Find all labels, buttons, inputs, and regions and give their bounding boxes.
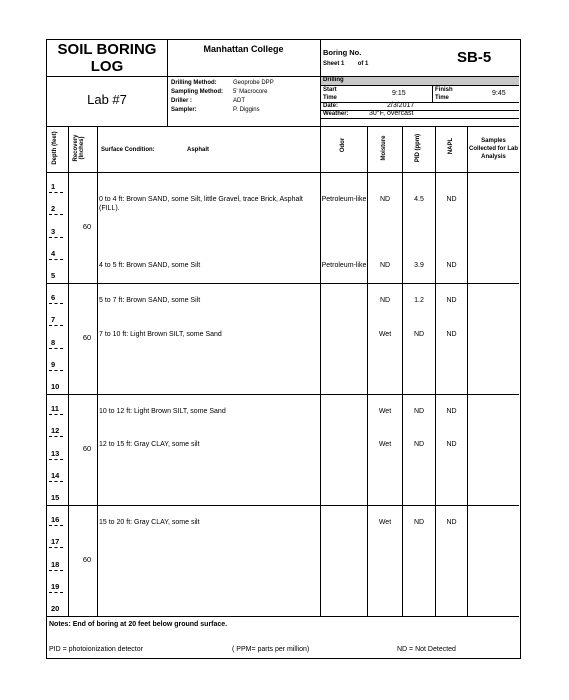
pid-header: PID (ppm): [415, 133, 421, 163]
depth-tick: [49, 525, 63, 526]
odor-header: Odor: [340, 137, 346, 153]
depth-label: 15: [51, 493, 60, 502]
soil-description: 12 to 15 ft: Gray CLAY, some silt: [99, 441, 200, 448]
depth-tick: [49, 414, 63, 415]
napl-value: ND: [446, 196, 457, 203]
depth-tick: [49, 303, 63, 304]
soil-description: 0 to 4 ft: Brown SAND, some Silt, little Gravel, trace Brick, Asphalt (FILL).: [99, 196, 303, 212]
napl-value: ND: [446, 408, 457, 415]
pid-value: 3.9: [414, 262, 424, 269]
pid-value: ND: [413, 331, 425, 338]
log-title: SOIL BORING LOG: [57, 41, 157, 75]
drilling-bar: [321, 77, 519, 85]
boring-no-label: Boring No.: [323, 48, 362, 57]
depth-label: 4: [51, 248, 56, 258]
depth-tick: [49, 192, 63, 193]
drill-hline-4: [320, 118, 519, 119]
recovery-value: 60: [82, 444, 92, 453]
sheet-info: Sheet 1 of 1: [323, 61, 369, 67]
finish-time: 9:45: [492, 90, 506, 97]
napl-value: ND: [446, 519, 457, 526]
soil-description: 5 to 7 ft: Brown SAND, some Silt: [99, 297, 201, 304]
moisture-value: ND: [379, 262, 391, 269]
pid-value: ND: [413, 441, 425, 448]
org-name: Manhattan College: [203, 44, 284, 54]
odor-value: Petroleum-like: [321, 262, 367, 269]
recovery-header: Recovery (Inches): [73, 134, 85, 162]
col-line-depth: [68, 126, 69, 616]
depth-tick: [49, 325, 63, 326]
recovery-value: 60: [82, 555, 92, 564]
depth-tick: [49, 459, 63, 460]
napl-value: ND: [446, 331, 457, 338]
depth-label: 7: [51, 315, 56, 325]
notes-text: Notes: End of boring at 20 feet below ground surface.: [49, 621, 228, 628]
pid-value: 1.2: [414, 297, 424, 304]
depth-tick: [49, 348, 63, 349]
notes-divider: [47, 616, 519, 617]
depth-label: 9: [51, 359, 56, 369]
surface-condition-label: Surface Condition:: [101, 147, 155, 153]
col-line-napl: [467, 126, 468, 616]
depth-label: 12: [51, 426, 60, 436]
depth-tick: [49, 592, 63, 593]
depth-label: 20: [51, 604, 60, 613]
drill-hline-1: [320, 85, 519, 86]
depth-label: 8: [51, 337, 56, 347]
depth-label: 17: [51, 537, 60, 547]
moisture-value: ND: [379, 196, 391, 203]
depth-label: 5: [51, 271, 56, 280]
moisture-value: Wet: [378, 441, 392, 448]
samples-header: Samples Collected for Lab Analysis: [468, 138, 518, 160]
depth-label: 3: [51, 226, 56, 236]
pid-value: ND: [413, 519, 425, 526]
moisture-value: ND: [379, 297, 391, 304]
depth-tick: [49, 214, 63, 215]
depth-label: 16: [51, 515, 60, 525]
depth-label: 14: [51, 470, 60, 480]
interval-divider-3: [47, 505, 519, 506]
moisture-value: Wet: [378, 408, 392, 415]
depth-tick: [49, 370, 63, 371]
depth-label: 18: [51, 559, 60, 569]
depth-tick: [49, 547, 63, 548]
napl-header: NAPL: [448, 137, 454, 155]
header-divider-2: [47, 126, 519, 127]
depth-label: 19: [51, 581, 60, 591]
depth-label: 2: [51, 204, 56, 214]
start-time-label: Start Time: [323, 87, 337, 101]
napl-value: ND: [446, 297, 457, 304]
soil-description: 7 to 10 ft: Light Brown SILT, some Sand: [99, 331, 222, 338]
depth-tick: [49, 481, 63, 482]
interval-divider-2: [47, 394, 519, 395]
soil-description: 15 to 20 ft: Gray CLAY, some silt: [99, 519, 200, 526]
weather-value: 30°F, overcast: [369, 110, 414, 117]
depth-tick: [49, 436, 63, 437]
nd-definition: ND = Not Detected: [397, 646, 456, 653]
drill-vline: [432, 85, 433, 102]
depth-label: 11: [51, 404, 59, 414]
soil-boring-log-sheet: [46, 39, 521, 659]
pid-value: ND: [413, 408, 425, 415]
depth-label: 1: [51, 182, 56, 192]
depth-tick: [49, 259, 63, 260]
drill-hline-2: [320, 102, 519, 103]
depth-header: Depth (feet): [52, 131, 58, 165]
napl-value: ND: [446, 441, 457, 448]
soil-description: 10 to 12 ft: Light Brown SILT, some Sand: [99, 408, 226, 415]
ppm-definition: ( PPM= parts per million): [232, 646, 310, 653]
depth-tick: [49, 237, 63, 238]
moisture-header: Moisture: [381, 135, 387, 161]
start-time: 9:15: [392, 90, 406, 97]
method-values: Geoprobe DPP 5' Macrocore ADT P. Diggins: [233, 80, 274, 113]
moisture-value: Wet: [378, 519, 392, 526]
boring-id: SB-5: [457, 49, 492, 66]
weather-label: Weather:: [323, 111, 349, 117]
drill-hline-3: [320, 110, 519, 111]
surface-condition-value: Asphalt: [187, 147, 210, 153]
moisture-value: Wet: [378, 331, 392, 338]
interval-divider-1: [47, 283, 519, 284]
depth-tick: [49, 570, 63, 571]
date-value: 2/3/2017: [387, 102, 415, 109]
depth-label: 6: [51, 293, 56, 303]
pid-definition: PID = photoionization detector: [49, 646, 143, 653]
pid-value: 4.5: [414, 196, 424, 203]
method-labels: Drilling Method: Sampling Method: Driller : Sampler:: [171, 80, 223, 113]
napl-value: ND: [446, 262, 457, 269]
finish-time-label: Finish Time: [435, 87, 453, 101]
depth-label: 13: [51, 448, 60, 458]
date-label: Date:: [323, 103, 339, 109]
odor-value: Petroleum-like: [321, 196, 367, 203]
recovery-value: 60: [82, 333, 92, 342]
column-header-bottom: [47, 172, 519, 173]
lab-label: Lab #7: [87, 92, 127, 107]
soil-description: 4 to 5 ft: Brown SAND, some Silt: [99, 262, 201, 269]
col-line-recovery: [97, 126, 98, 616]
drilling-label: Drilling: [323, 77, 344, 83]
recovery-value: 60: [82, 222, 92, 231]
depth-label: 10: [51, 382, 60, 391]
